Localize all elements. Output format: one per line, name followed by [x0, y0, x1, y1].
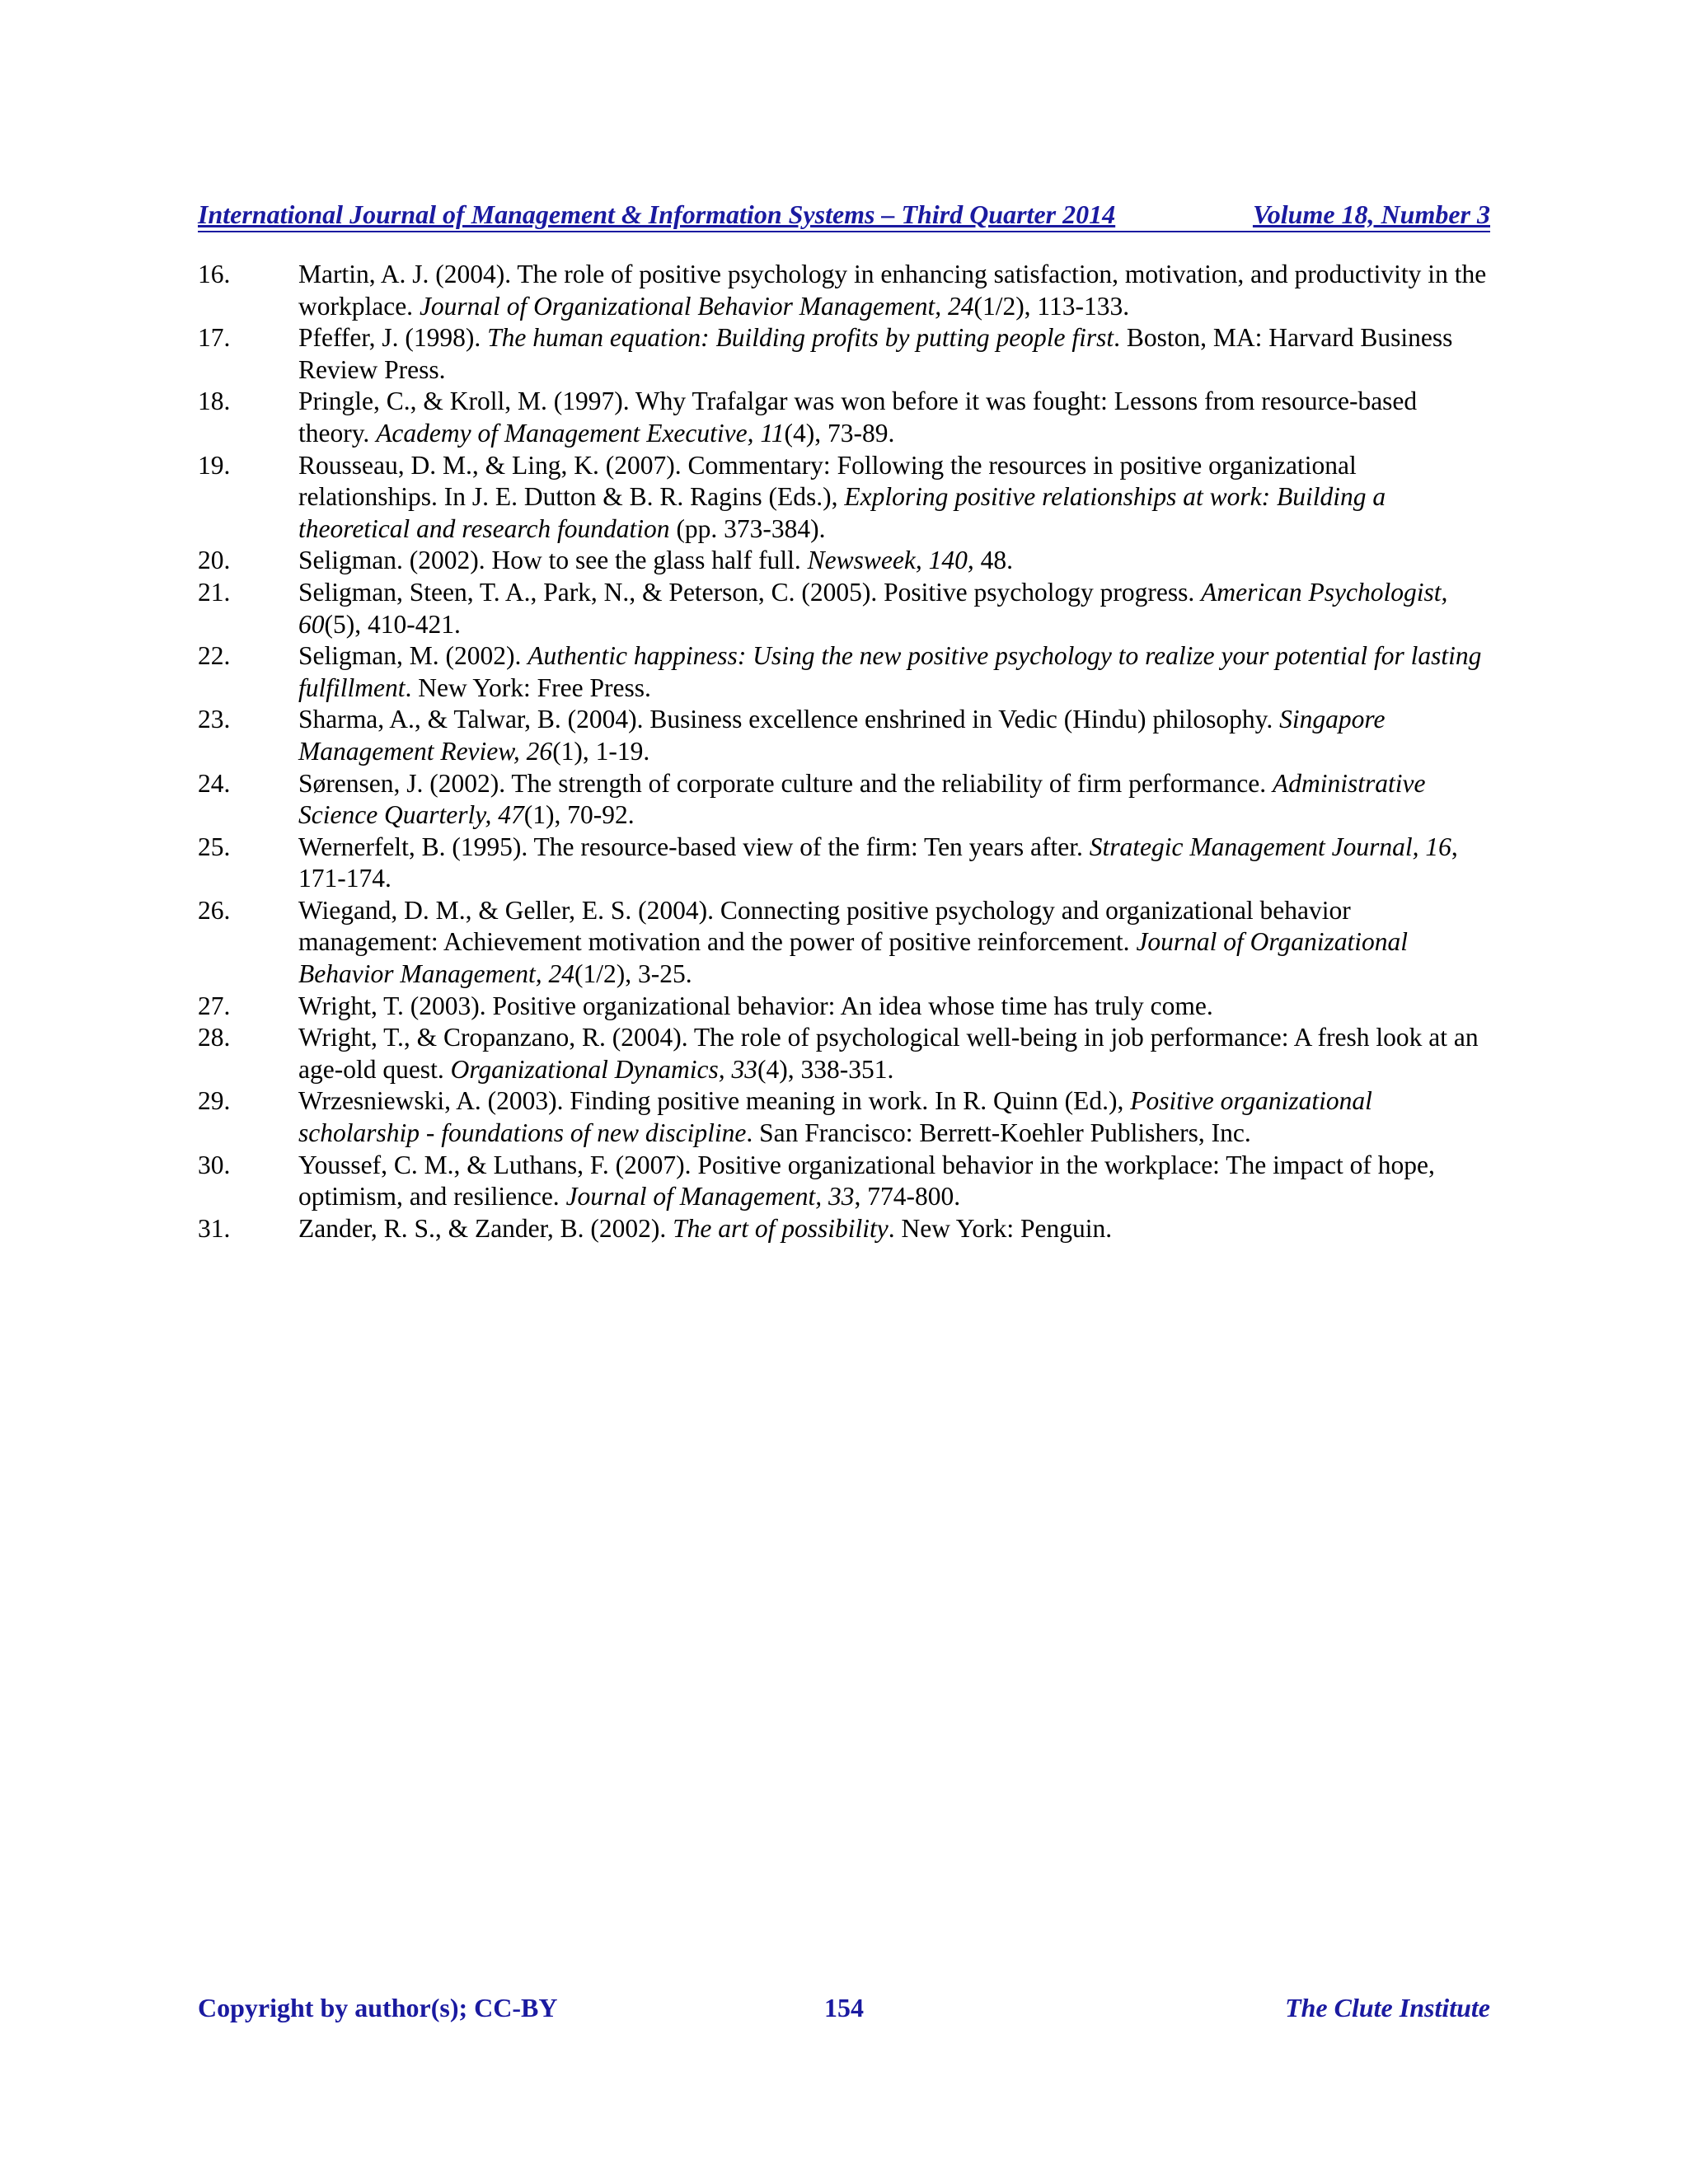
- reference-segment: (1/2), 3-25.: [574, 959, 692, 989]
- reference-segment: Wright, T., & Cropanzano, R. (2004). The role of psychological well-being in job performance: A fresh look at an age-old quest.: [298, 1023, 1479, 1084]
- reference-number: 26.: [198, 895, 231, 925]
- reference-number: 28.: [198, 1023, 231, 1052]
- reference-number: 29.: [198, 1086, 231, 1116]
- volume-number: Volume 18, Number 3: [1252, 199, 1490, 229]
- reference-text: [298, 450, 1492, 546]
- reference-text: [298, 1022, 1492, 1085]
- reference-segment: (1), 70-92.: [523, 800, 635, 830]
- reference-segment: Seligman. (2002). How to see the glass half full.: [298, 546, 808, 575]
- publisher-name: The Clute Institute: [1285, 1993, 1490, 2022]
- reference-source-italic: The art of possibility: [673, 1213, 889, 1243]
- reference-source-italic: Journal of Organizational Behavior Management, 24: [419, 291, 974, 321]
- reference-segment: . New York: Penguin.: [888, 1213, 1113, 1243]
- reference-number: 23.: [198, 705, 231, 734]
- reference-text: [298, 640, 1492, 704]
- reference-segment: . San Francisco: Berrett-Koehler Publishers, Inc.: [746, 1118, 1251, 1148]
- reference-item: [198, 1085, 1492, 1149]
- reference-list: [198, 259, 1492, 1244]
- reference-item: [198, 386, 1492, 449]
- reference-segment: . New York: Free Press.: [405, 673, 651, 702]
- reference-item: [198, 259, 1492, 322]
- reference-segment: Sharma, A., & Talwar, B. (2004). Business excellence enshrined in Vedic (Hindu) philosophy.: [298, 705, 1280, 734]
- reference-item: [198, 1213, 1492, 1245]
- reference-segment: . Boston, MA: Harvard Business Review Press.: [298, 323, 1453, 384]
- reference-segment: (pp. 373-384).: [669, 513, 826, 543]
- reference-segment: , 774-800.: [854, 1182, 961, 1212]
- reference-segment: , 171-174.: [298, 832, 1458, 893]
- reference-item: [198, 322, 1492, 386]
- reference-number: 20.: [198, 546, 231, 575]
- reference-segment: Wright, T. (2003). Positive organizational behavior: An idea whose time has truly come.: [298, 991, 1213, 1020]
- reference-number: 16.: [198, 260, 231, 288]
- reference-segment: (4), 338-351.: [757, 1054, 894, 1084]
- reference-number: 19.: [198, 450, 231, 480]
- reference-segment: Zander, R. S., & Zander, B. (2002).: [298, 1213, 673, 1243]
- copyright-notice: Copyright by author(s); CC-BY: [198, 1993, 558, 2022]
- reference-source-italic: Academy of Management Executive, 11: [376, 418, 785, 448]
- reference-item: [198, 768, 1492, 832]
- reference-segment: Wrzesniewski, A. (2003). Finding positive meaning in work. In R. Quinn (Ed.),: [298, 1086, 1131, 1116]
- reference-number: 18.: [198, 387, 231, 416]
- reference-text: [298, 1150, 1492, 1213]
- reference-segment: Rousseau, D. M., & Ling, K. (2007). Commentary: Following the resources in positive organizational relationships. In J. E. Dutton & B. R. Ragins (Eds.),: [298, 450, 1357, 512]
- reference-source-italic: Journal of Management, 33: [565, 1182, 855, 1212]
- reference-item: [198, 577, 1492, 640]
- reference-source-italic: Strategic Management Journal, 16: [1089, 832, 1451, 861]
- reference-text: [298, 704, 1492, 767]
- reference-segment: (5), 410-421.: [324, 609, 461, 639]
- reference-item: [198, 832, 1492, 895]
- reference-segment: (1/2), 113-133.: [973, 291, 1130, 321]
- reference-text: [298, 577, 1492, 640]
- reference-text: [298, 322, 1492, 386]
- reference-text: [298, 386, 1492, 449]
- reference-segment: Pfeffer, J. (1998).: [298, 323, 488, 353]
- reference-source-italic: Organizational Dynamics, 33: [450, 1054, 758, 1084]
- reference-number: 31.: [198, 1213, 231, 1243]
- reference-segment: Sørensen, J. (2002). The strength of corporate culture and the reliability of firm performance.: [298, 768, 1273, 798]
- reference-segment: Seligman, Steen, T. A., Park, N., & Peterson, C. (2005). Positive psychology progress.: [298, 577, 1202, 607]
- reference-text: [298, 1213, 1492, 1245]
- reference-segment: Youssef, C. M., & Luthans, F. (2007). Positive organizational behavior in the workplace: The impact of hope, optimism, and resilience.: [298, 1150, 1435, 1212]
- reference-item: [198, 1150, 1492, 1213]
- reference-number: 17.: [198, 323, 231, 353]
- reference-text: [298, 545, 1492, 577]
- reference-number: 24.: [198, 768, 231, 798]
- page-number: 154: [824, 1993, 864, 2022]
- reference-segment: Pringle, C., & Kroll, M. (1997). Why Trafalgar was won before it was fought: Lessons from resource-based theory.: [298, 387, 1418, 448]
- reference-number: 25.: [198, 832, 231, 861]
- reference-item: [198, 704, 1492, 767]
- reference-text: [298, 259, 1492, 322]
- reference-segment: Wernerfelt, B. (1995). The resource-based view of the firm: Ten years after.: [298, 832, 1090, 861]
- reference-item: [198, 640, 1492, 704]
- reference-source-italic: Positive organizational scholarship - foundations of new discipline: [298, 1086, 1372, 1148]
- reference-source-italic: Exploring positive relationships at work: Building a theoretical and research foundation: [298, 482, 1386, 543]
- reference-segment: Martin, A. J. (2004). The role of positive psychology in enhancing satisfaction, motivation, and productivity in the workplace.: [298, 260, 1487, 321]
- reference-number: 21.: [198, 577, 231, 607]
- reference-source-italic: American Psychologist, 60: [298, 577, 1448, 639]
- reference-segment: Seligman, M. (2002).: [298, 641, 528, 671]
- reference-segment: 48.: [973, 546, 1013, 575]
- reference-segment: (4), 73-89.: [784, 418, 895, 448]
- running-header: [198, 198, 1490, 232]
- reference-source-italic: Newsweek, 140,: [807, 546, 974, 575]
- reference-text: [298, 991, 1492, 1023]
- reference-item: [198, 895, 1492, 991]
- reference-segment: (1), 1-19.: [552, 736, 650, 766]
- reference-source-italic: The human equation: Building profits by putting people first: [487, 323, 1114, 353]
- reference-item: [198, 991, 1492, 1023]
- reference-number: 22.: [198, 641, 231, 671]
- reference-item: [198, 450, 1492, 546]
- reference-item: [198, 545, 1492, 577]
- page-footer: [198, 1993, 1490, 2023]
- reference-item: [198, 1022, 1492, 1085]
- reference-number: 30.: [198, 1150, 231, 1179]
- reference-text: [298, 1085, 1492, 1149]
- reference-segment: Wiegand, D. M., & Geller, E. S. (2004). Connecting positive psychology and organizational behavior management: Achievement motivation and the power of positive reinforcement.: [298, 895, 1351, 957]
- reference-text: [298, 768, 1492, 832]
- reference-text: [298, 832, 1492, 895]
- reference-source-italic: Authentic happiness: Using the new positive psychology to realize your potential for lasting fulfillment: [298, 641, 1482, 702]
- reference-source-italic: Journal of Organizational Behavior Management, 24: [298, 927, 1409, 989]
- reference-source-italic: Administrative Science Quarterly, 47: [298, 768, 1426, 830]
- reference-text: [298, 895, 1492, 991]
- reference-number: 27.: [198, 991, 231, 1020]
- reference-source-italic: Singapore Management Review, 26: [298, 705, 1386, 766]
- journal-title: International Journal of Management & Information Systems – Third Quarter 2014: [198, 199, 1116, 229]
